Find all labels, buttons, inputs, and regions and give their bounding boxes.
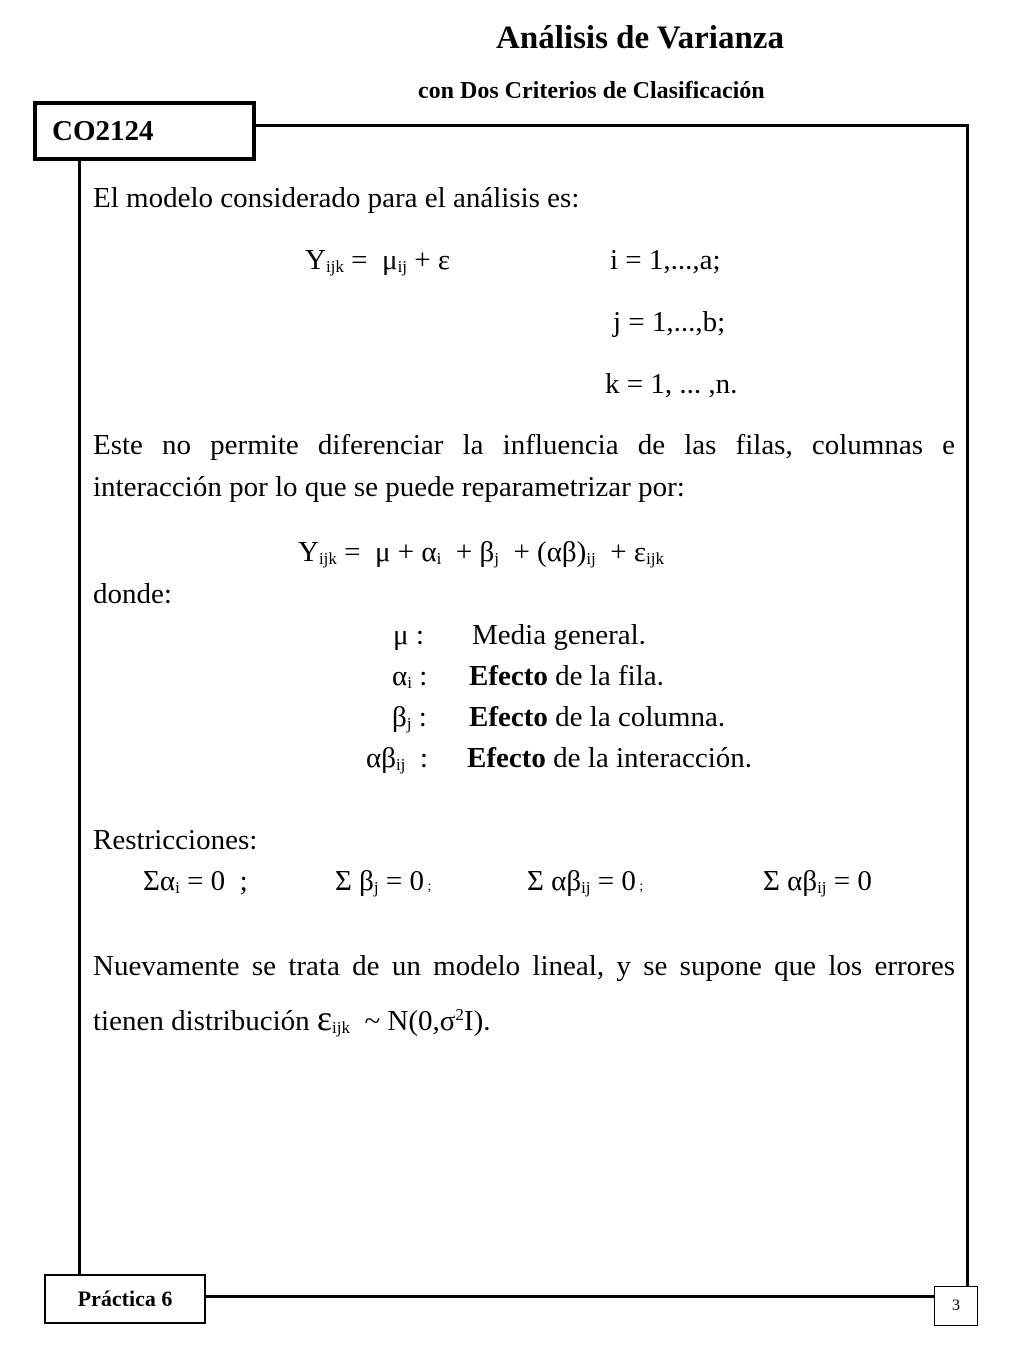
model1-mu: μ	[382, 244, 398, 276]
epsilon-sub: ijk	[332, 1018, 350, 1037]
page-number: 3	[934, 1286, 978, 1326]
restriction-3-sum: Σ αβ	[527, 865, 582, 897]
model1-mu-sub: ij	[397, 257, 408, 276]
def-bold: Efecto	[467, 742, 546, 774]
course-code-box	[33, 101, 256, 161]
restriction-2-sum: Σ β	[335, 865, 374, 897]
restriction-1-sum: Σα	[143, 865, 176, 897]
restriction-4	[763, 865, 872, 898]
epsilon-symbol: ε	[316, 998, 333, 1038]
model2-part1: = μ + α	[336, 536, 437, 568]
model1-y: Y	[305, 244, 326, 276]
distribution-prefix: ~ N(0,σ	[349, 1005, 456, 1037]
def-text: de la columna.	[547, 701, 726, 733]
model2-eps-sub: ijk	[646, 549, 665, 568]
model1-rest: + ε	[407, 244, 451, 276]
def-bold: Efecto	[469, 701, 548, 733]
restriction-1-sub: i	[175, 878, 180, 897]
paragraph-distribution-text: Nuevamente se trata de un modelo lineal, y se supone que los errores tienen distribución	[93, 950, 963, 1037]
def-symbol: μ	[393, 619, 409, 651]
definition-beta	[392, 701, 427, 734]
model2-ab-sub: ij	[586, 549, 596, 568]
model2-part2: + β	[441, 536, 495, 568]
def-symbol: α	[392, 660, 408, 692]
frame-bottom-border	[204, 1295, 969, 1298]
restriction-4-value: = 0	[826, 865, 872, 897]
model2-part4: + ε	[595, 536, 647, 568]
distribution-suffix: I).	[463, 1005, 491, 1037]
definition-mu	[393, 619, 424, 652]
restriction-2-value: = 0	[378, 865, 424, 897]
model2-beta-sub: j	[494, 549, 499, 568]
definition-alphabeta	[366, 742, 428, 775]
intro-text: El modelo considerado para el análisis es:	[93, 182, 580, 214]
def-bold: Efecto	[469, 660, 548, 692]
restriction-3-value: = 0	[590, 865, 636, 897]
model1-eq: =	[343, 244, 383, 276]
restriction-1-value: = 0 ;	[179, 865, 248, 897]
restriction-2-separator: ;	[423, 879, 432, 894]
def-colon: :	[408, 619, 424, 651]
model1-y-sub: ijk	[325, 257, 344, 276]
def-symbol-sub: j	[406, 714, 412, 733]
restriction-2	[335, 865, 431, 898]
model-equation-1	[305, 244, 450, 277]
restriction-3	[527, 865, 643, 898]
model2-alpha-sub: i	[436, 549, 442, 568]
frame-left-border	[78, 150, 81, 1276]
def-colon: :	[405, 742, 428, 774]
def-colon: :	[411, 660, 428, 692]
where-label: donde:	[93, 578, 172, 610]
definition-beta-text	[469, 701, 725, 734]
restriction-3-separator: ;	[635, 879, 644, 894]
definition-mu-text: Media general.	[472, 619, 646, 651]
definition-alphabeta-text	[467, 742, 752, 775]
model-equation-2	[298, 536, 664, 569]
distribution-exponent: 2	[455, 1005, 464, 1024]
restriction-3-sub: ij	[581, 878, 591, 897]
restriction-1	[143, 865, 248, 898]
course-code: CO2124	[52, 115, 154, 147]
page-title: Análisis de Varianza	[496, 20, 784, 56]
practice-label: Práctica 6	[44, 1274, 206, 1324]
restriction-4-sub: ij	[817, 878, 827, 897]
def-symbol: αβ	[366, 742, 396, 774]
definition-alpha-text	[469, 660, 664, 693]
paragraph-distribution	[93, 940, 963, 1047]
definition-alpha	[392, 660, 427, 693]
def-symbol-sub: ij	[395, 755, 406, 774]
def-text: de la interacción.	[545, 742, 753, 774]
range-k: k = 1, ... ,n.	[605, 368, 738, 400]
model2-part3: + (αβ)	[498, 536, 587, 568]
restriction-2-sub: j	[373, 878, 379, 897]
restrictions-label: Restricciones:	[93, 824, 258, 856]
page-subtitle: con Dos Criterios de Clasificación	[418, 78, 765, 104]
range-j: j = 1,...,b;	[613, 306, 726, 338]
paragraph-reparametrize: Este no permite diferenciar la influencia de las filas, columnas e interacción por lo que se puede reparametrizar por:	[93, 429, 955, 503]
frame-top-border	[250, 124, 969, 127]
def-colon: :	[411, 701, 427, 733]
def-symbol-sub: i	[407, 673, 412, 692]
def-text: de la fila.	[547, 660, 664, 692]
range-i: i = 1,...,a;	[610, 244, 721, 276]
model2-y: Y	[298, 536, 319, 568]
def-symbol: β	[392, 701, 407, 733]
restriction-4-sum: Σ αβ	[763, 865, 818, 897]
frame-right-border	[966, 124, 969, 1296]
model2-y-sub: ijk	[318, 549, 337, 568]
